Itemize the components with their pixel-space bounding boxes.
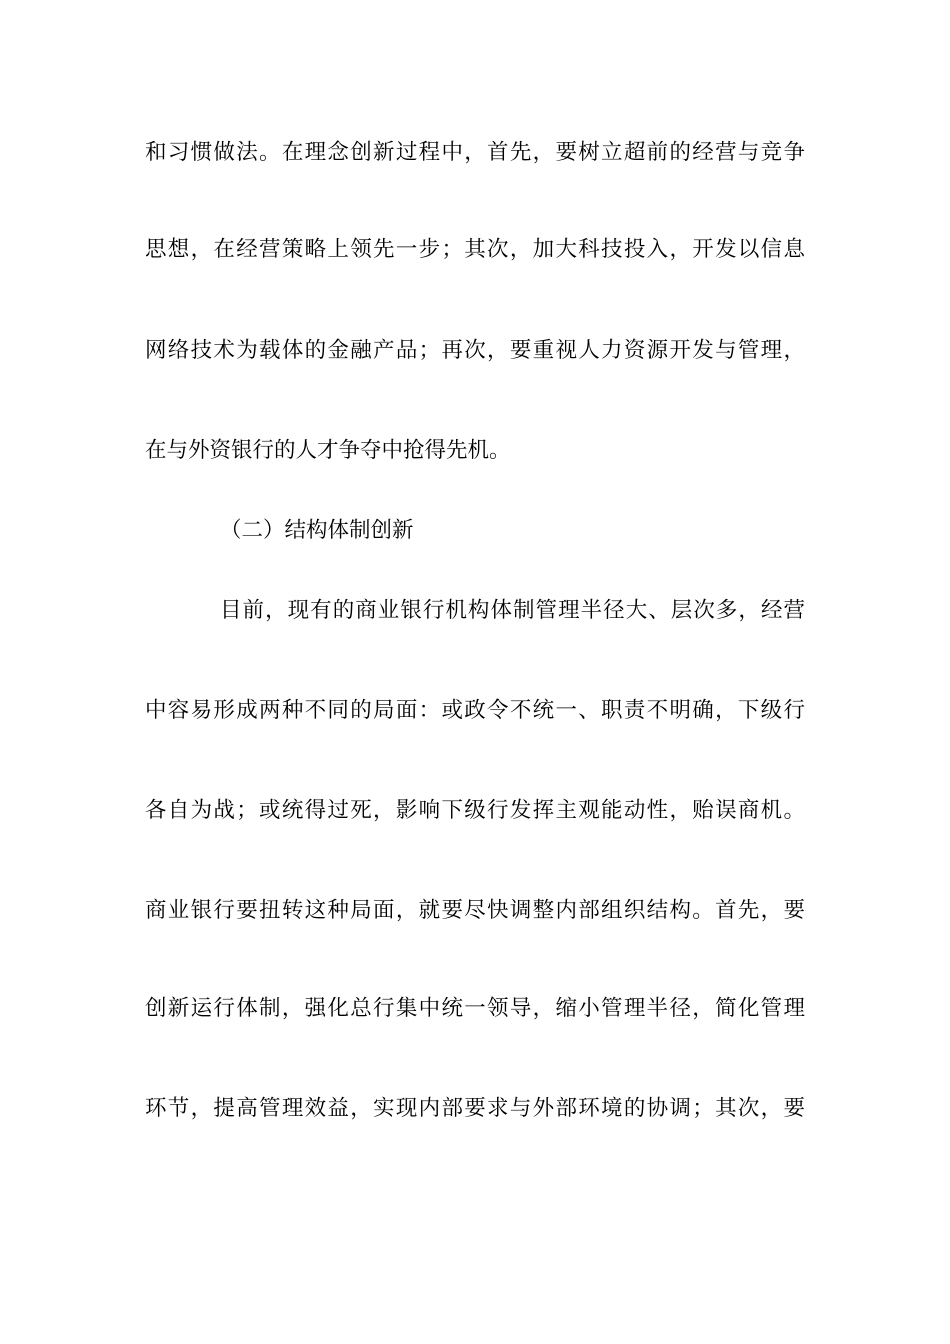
- text-line-10: 创新运行体制，强化总行集中统一领导，缩小管理半径，简化管理: [145, 996, 805, 1021]
- section-heading: （二）结构体制创新: [220, 518, 414, 543]
- text-line-4: 在与外资银行的人才争夺中抢得先机。: [145, 438, 511, 463]
- text-line-9: 商业银行要扭转这种局面，就要尽快调整内部组织结构。首先，要: [145, 898, 805, 923]
- text-line-1: 和习惯做法。在理念创新过程中，首先，要树立超前的经营与竞争: [145, 140, 805, 165]
- text-line-6: 目前，现有的商业银行机构体制管理半径大、层次多，经营: [220, 598, 805, 623]
- text-line-3: 网络技术为载体的金融产品；再次，要重视人力资源开发与管理，: [145, 338, 805, 363]
- text-line-11: 环节，提高管理效益，实现内部要求与外部环境的协调；其次，要: [145, 1096, 805, 1121]
- text-line-8: 各自为战；或统得过死，影响下级行发挥主观能动性，贻误商机。: [145, 798, 805, 823]
- text-line-2: 思想，在经营策略上领先一步；其次，加大科技投入，开发以信息: [145, 237, 805, 262]
- text-line-7: 中容易形成两种不同的局面：或政令不统一、职责不明确，下级行: [145, 698, 805, 723]
